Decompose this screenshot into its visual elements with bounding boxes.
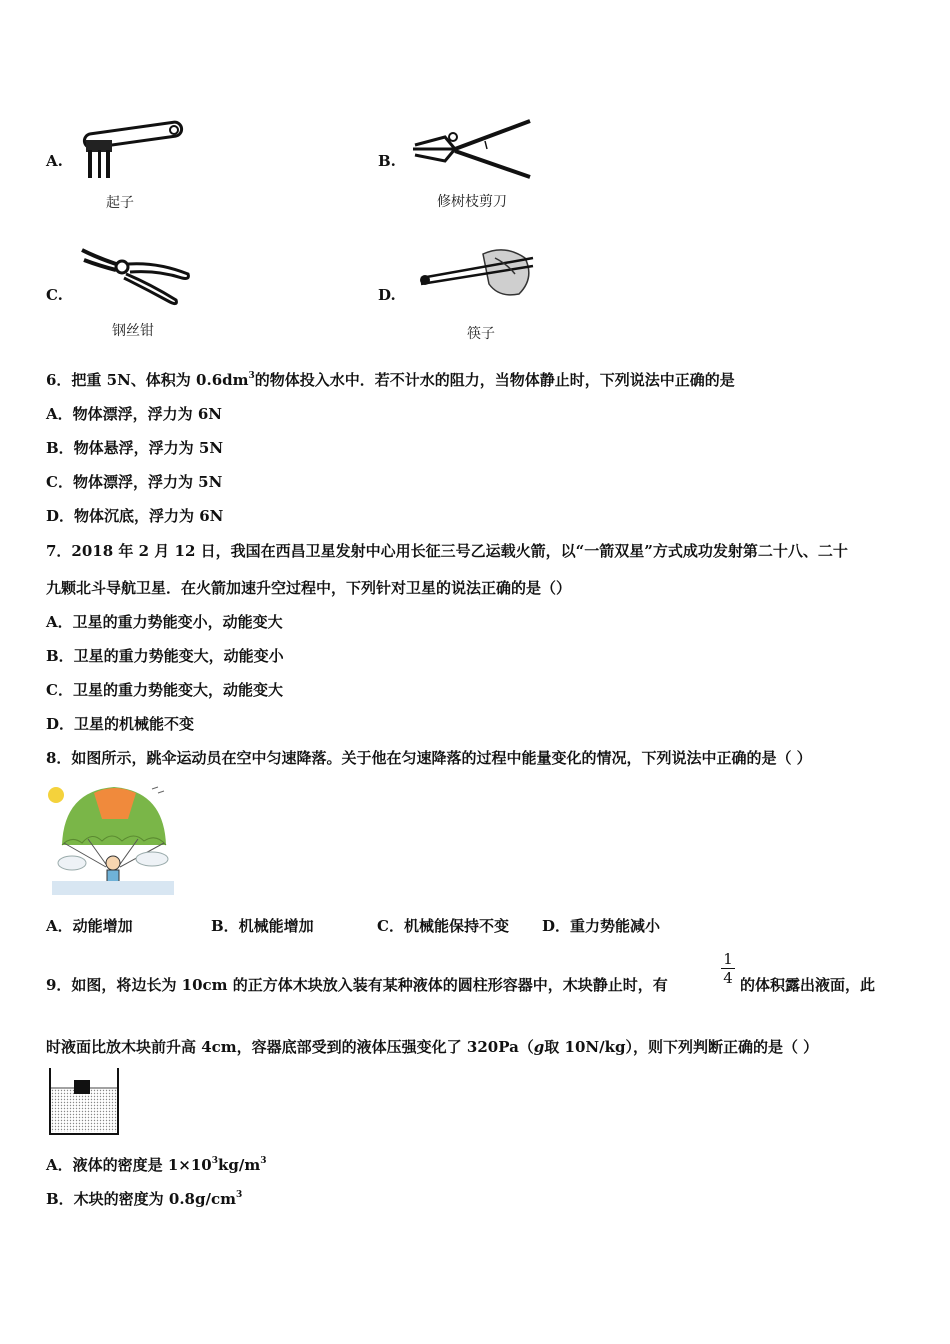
q7-option-d[interactable]: D．卫星的机械能不变 xyxy=(46,715,195,733)
q7-stem-line1: 7．2018 年 2 月 12 日，我国在西昌卫星发射中心用长征三号乙运载火箭，以“一箭双星”方式成功发射第二十八、二十 xyxy=(46,542,848,560)
q7-option-c[interactable]: C．卫星的重力势能变大，动能变大 xyxy=(46,681,283,699)
q7-stem-line2: 九颗北斗导航卫星．在火箭加速升空过程中，下列针对卫星的说法正确的是（） xyxy=(46,579,572,597)
q8-option-d[interactable]: D．重力势能减小 xyxy=(542,917,661,935)
q8-option-c[interactable]: C．机械能保持不变 xyxy=(377,917,509,935)
pliers-illustration xyxy=(78,244,198,310)
q8-option-a[interactable]: A．动能增加 xyxy=(46,917,133,935)
q7-option-a[interactable]: A．卫星的重力势能变小，动能变大 xyxy=(46,613,283,631)
q6-stem-text-2: 的物体投入水中．若不计水的阻力，当物体静止时，下列说法中正确的是 xyxy=(254,371,735,389)
pruning-shears-illustration xyxy=(405,115,535,185)
q9-g-symbol: g xyxy=(533,1038,545,1056)
q6-stem xyxy=(46,370,735,390)
q9-stem-line2 xyxy=(46,1037,818,1057)
q9-fraction xyxy=(721,950,735,987)
q8-option-b[interactable]: B．机械能增加 xyxy=(211,917,314,935)
q9-option-b-text: B．木块的密度为 0.8g/cm xyxy=(46,1190,236,1208)
q9-option-a-text: A．液体的密度是 1×10 xyxy=(46,1156,212,1174)
option-d-letter: D. xyxy=(378,286,396,304)
q6-option-a[interactable]: A．物体漂浮，浮力为 6N xyxy=(46,405,223,423)
option-a-caption: 起子 xyxy=(106,195,134,211)
q9-option-a[interactable] xyxy=(46,1155,267,1175)
q6-option-b[interactable]: B．物体悬浮，浮力为 5N xyxy=(46,439,224,457)
q9-option-a-unit: kg/m xyxy=(218,1156,261,1174)
option-b-caption: 修树枝剪刀 xyxy=(437,194,507,210)
q7-option-b[interactable]: B．卫星的重力势能变大，动能变小 xyxy=(46,647,284,665)
q6-option-c[interactable]: C．物体漂浮，浮力为 5N xyxy=(46,473,223,491)
option-a-letter: A. xyxy=(46,152,63,170)
bottle-opener-illustration xyxy=(78,120,188,182)
q9-option-b-sup: 3 xyxy=(235,1190,243,1200)
q9-stem-line2-text-2: 取 10N/kg），则下列判断正确的是（ ） xyxy=(544,1038,819,1056)
q6-option-d[interactable]: D．物体沉底，浮力为 6N xyxy=(46,507,224,525)
q9-option-b[interactable] xyxy=(46,1189,242,1209)
q9-fraction-numerator: 1 xyxy=(721,950,735,969)
option-d-caption: 筷子 xyxy=(467,326,495,342)
option-c-caption: 钢丝钳 xyxy=(112,323,154,339)
q6-stem-text: 6．把重 5N、体积为 0.6dm xyxy=(46,371,249,389)
option-c-letter: C. xyxy=(46,286,63,304)
container-with-block-illustration xyxy=(48,1068,120,1136)
q9-fraction-denominator: 4 xyxy=(723,969,733,987)
q9-stem-line1-a: 9．如图，将边长为 10cm 的正方体木块放入装有某种液体的圆柱形容器中，木块静止时，有 xyxy=(46,976,668,994)
q8-stem: 8．如图所示，跳伞运动员在空中匀速降落。关于他在匀速降落的过程中能量变化的情况，下列说法中正确的是（ ） xyxy=(46,749,812,767)
q6-stem-sup: 3 xyxy=(248,371,255,381)
q9-option-a-sup1: 3 xyxy=(211,1156,219,1166)
chopsticks-illustration xyxy=(415,244,540,300)
q9-stem-line1-b: 的体积露出液面，此 xyxy=(740,976,876,994)
option-b-letter: B. xyxy=(378,152,396,170)
q9-stem-line2-text: 时液面比放木块前升高 4cm，容器底部受到的液体压强变化了 320Pa（ xyxy=(46,1038,534,1056)
parachutist-illustration xyxy=(52,783,174,895)
q9-option-a-sup2: 3 xyxy=(260,1156,267,1166)
